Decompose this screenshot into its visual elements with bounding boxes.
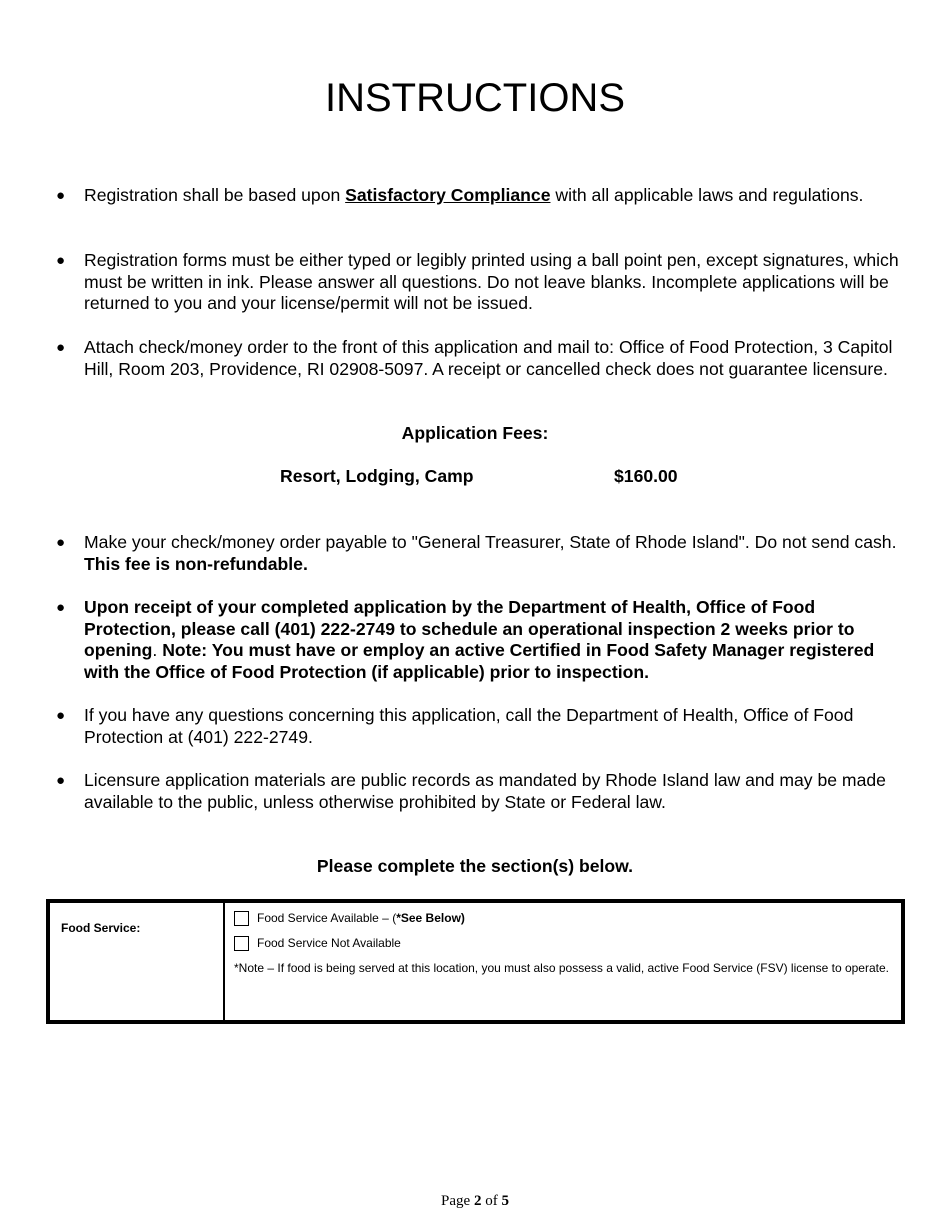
food-service-table <box>46 899 905 1024</box>
bullet-icon: ● <box>56 772 66 789</box>
fee-label: Resort, Lodging, Camp <box>280 466 474 486</box>
page-number: Page 2 of 5 <box>441 1193 509 1209</box>
instruction-item-payable <box>56 532 906 575</box>
instruction-item-inspection <box>56 597 906 683</box>
food-service-available-checkbox[interactable] <box>234 911 249 926</box>
fee-amount: $160.00 <box>614 466 678 486</box>
instruction-text: Upon receipt of your completed application by the Department of Health, Office of Food Protection, please call (401) 222-2749 to schedule an operational inspection 2 weeks prior to opening. Note: You must have or employ an active Certified in Food Safety Manager registered with the Office of Food Protection (if applicable) prior to inspection. <box>84 597 875 682</box>
option-food-service-available[interactable] <box>234 911 893 926</box>
complete-sections-heading: Please complete the section(s) below. <box>316 856 634 876</box>
bullet-icon: ● <box>56 707 66 724</box>
non-refundable-note: This fee is non-refundable. <box>84 553 308 574</box>
instruction-text: Attach check/money order to the front of this application and mail to: Office of Food Protection, 3 Capitol Hill, Room 203, Providence, RI 02908-5097. A receipt or cancelled check does not guarantee licensure. <box>84 337 893 379</box>
instruction-item-forms <box>56 250 906 315</box>
option-food-service-not-available[interactable] <box>234 936 893 951</box>
instruction-text: Make your check/money order payable to "General Treasurer, State of Rhode Island". Do not send cash. This fee is non-refundable. <box>84 532 897 574</box>
option-label: Food Service Available – (*See Below) <box>257 911 465 925</box>
compliance-emphasis: Satisfactory Compliance <box>345 185 551 205</box>
bullet-icon: ● <box>56 339 66 356</box>
option-label: Food Service Not Available <box>257 936 401 950</box>
instruction-item-compliance <box>56 185 906 207</box>
bullet-icon: ● <box>56 599 66 616</box>
instruction-text: Registration shall be based upon Satisfactory Compliance with all applicable laws and regulations. <box>84 185 864 205</box>
fees-heading: Application Fees: <box>401 423 549 443</box>
bullet-icon: ● <box>56 534 66 551</box>
instruction-text: Registration forms must be either typed or legibly printed using a ball point pen, except signatures, which must be written in ink. Please answer all questions. Do not leave blanks. Incomplete applications will be returned to you and your license/permit will not be issued. <box>84 250 899 314</box>
bullet-icon: ● <box>56 187 66 204</box>
page-title: INSTRUCTIONS <box>325 76 625 120</box>
bullet-icon: ● <box>56 252 66 269</box>
food-service-label: Food Service: <box>50 903 225 1020</box>
instruction-item-questions <box>56 705 906 748</box>
instruction-text: Licensure application materials are public records as mandated by Rhode Island law and may be made available to the public, unless otherwise prohibited by State or Federal law. <box>84 770 886 812</box>
food-service-not-available-checkbox[interactable] <box>234 936 249 951</box>
instruction-text: If you have any questions concerning this application, call the Department of Health, Office of Food Protection at (401) 222-2749. <box>84 705 854 747</box>
food-service-note: *Note – If food is being served at this location, you must also possess a valid, active Food Service (FSV) license to operate. <box>234 961 889 975</box>
food-service-options <box>225 903 901 1020</box>
instruction-item-payment-mail <box>56 337 906 380</box>
instruction-item-public-records <box>56 770 906 813</box>
